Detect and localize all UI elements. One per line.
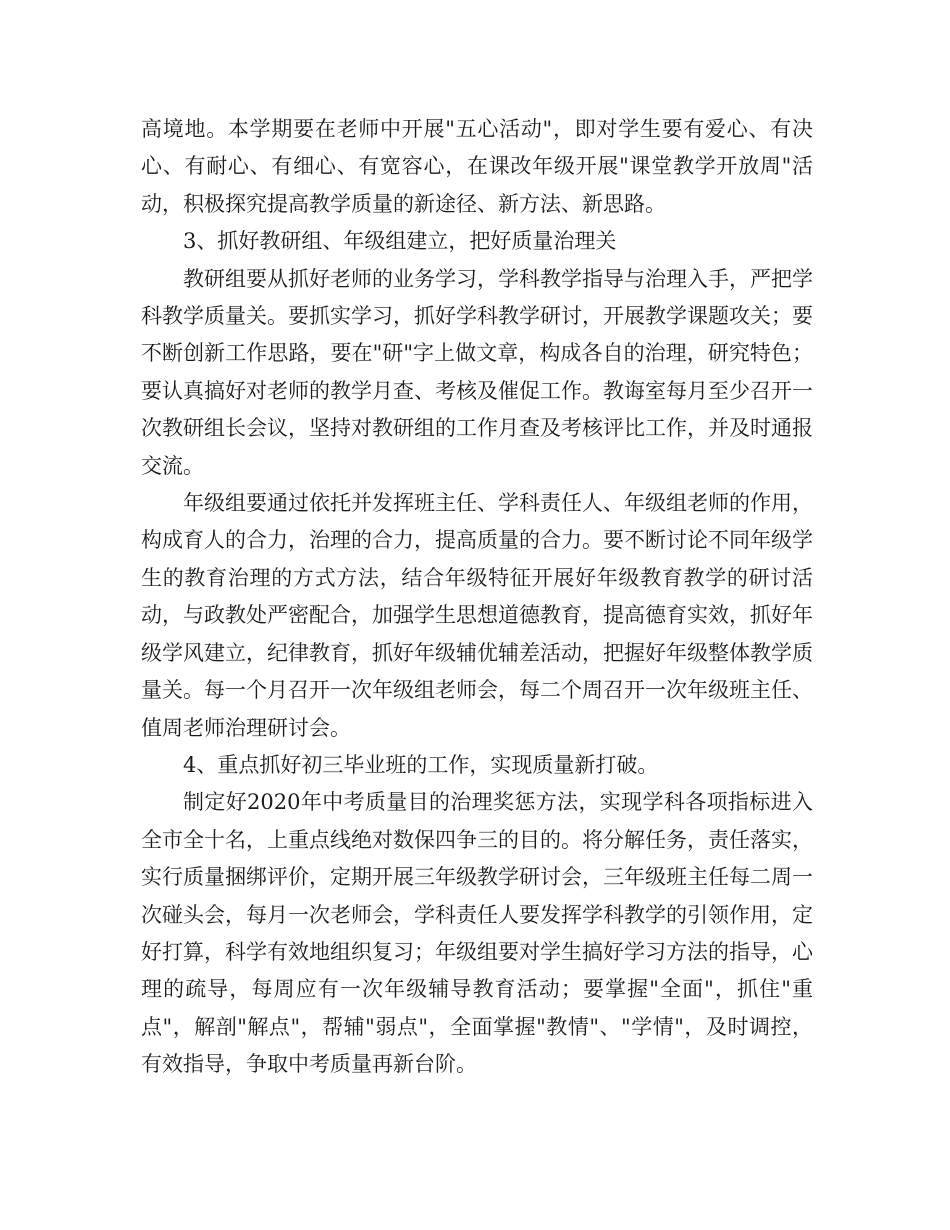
section-heading-4: 4、重点抓好初三毕业班的工作，实现质量新打破。 [183,752,659,777]
paragraph-continuation: 高境地。本学期要在老师中开展"五心活动"，即对学生要有爱心、有决心、有耐心、有细心、有宽容心，在课改年级开展"课堂教学开放周"活动，积极探究提高教学质量的新途径、新方法、新思路。 [141,117,813,216]
paragraph-teaching-research-group: 教研组要从抓好老师的业务学习，学科教学指导与治理入手，严把学科教学质量关。要抓实学习，抓好学科教学研讨，开展教学课题攻关；要不断创新工作思路，要在"研"字上做文章，构成各自的治理，研究特色；要认真搞好对老师的教学月查、考核及催促工作。教诲室每月至少召开一次教研组长会议，坚持对教研组的工作月查及考核评比工作，并及时通报交流。 [141,266,813,478]
document-body [141,111,813,1084]
paragraph-graduating-class: 制定好2020年中考质量目的治理奖惩方法，实现学科各项指标进入全市全十名，上重点线绝对数保四争三的目的。将分解任务，责任落实，实行质量捆绑评价，定期开展三年级教学研讨会，三年级班主任每二周一次碰头会，每月一次老师会，学科责任人要发挥学科教学的引领作用，定好打算，科学有效地组织复习；年级组要对学生搞好学习方法的指导，心理的疏导，每周应有一次年级辅导教育活动；要掌握"全面"，抓住"重点"，解剖"解点"，帮辅"弱点"，全面掌握"教情"、"学情"，及时调控，有效指导，争取中考质量再新台阶。 [141,790,813,1077]
section-heading-3: 3、抓好教研组、年级组建立，把好质量治理关 [183,229,617,254]
paragraph-grade-group: 年级组要通过依托并发挥班主任、学科责任人、年级组老师的作用，构成育人的合力，治理的合力，提高质量的合力。要不断讨论不同年级学生的教育治理的方式方法，结合年级特征开展好年级教育教学的研讨活动，与政教处严密配合，加强学生思想道德教育，提高德育实效，抓好年级学风建立，纪律教育，抓好年级辅优辅差活动，把握好年级整体教学质量关。每一个月召开一次年级组老师会，每二个周召开一次年级班主任、值周老师治理研讨会。 [141,491,813,740]
